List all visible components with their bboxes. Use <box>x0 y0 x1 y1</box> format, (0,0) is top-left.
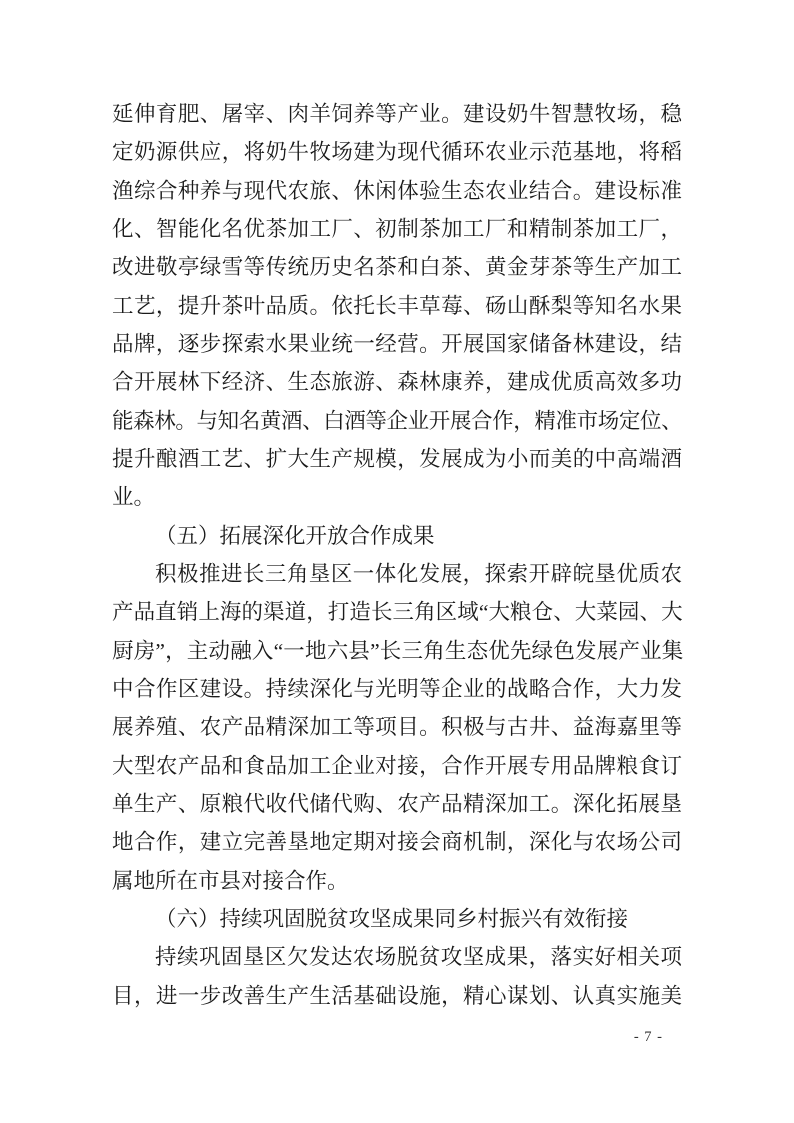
paragraph-start-line: 持续巩固垦区欠发达农场脱贫攻坚成果，落实好相关项 <box>155 945 682 970</box>
text-line: 目，进一步改善生产生活基础设施，精心谋划、认真实施美 <box>112 983 682 1008</box>
text-line: 化、智能化名优茶加工厂、初制茶加工厂和精制茶加工厂， <box>112 216 682 241</box>
paragraph-end-line: 业。 <box>112 485 156 510</box>
text-line: 工艺，提升茶叶品质。依托长丰草莓、砀山酥梨等知名水果 <box>112 293 682 318</box>
text-line: 延伸育肥、屠宰、肉羊饲养等产业。建设奶牛智慧牧场，稳 <box>112 102 682 126</box>
section-heading-6: （六）持续巩固脱贫攻坚成果同乡村振兴有效衔接 <box>155 906 629 931</box>
text-line: 提升酿酒工艺、扩大生产规模，发展成为小而美的中高端酒 <box>112 446 682 471</box>
text-line: 合开展林下经济、生态旅游、森林康养，建成优质高效多功 <box>112 370 682 395</box>
section-heading-5: （五）拓展深化开放合作成果 <box>155 523 435 548</box>
text-line: 能森林。与知名黄酒、白酒等企业开展合作，精准市场定位、 <box>112 408 682 433</box>
text-line: 品牌，逐步探索水果业统一经营。开展国家储备林建设，结 <box>112 331 682 356</box>
paragraph-start-line: 积极推进长三角垦区一体化发展，探索开辟皖垦优质农 <box>155 561 682 586</box>
text-line: 改进敬亭绿雪等传统历史名茶和白茶、黄金芽茶等生产加工 <box>112 255 682 280</box>
text-line: 大型农产品和食品加工企业对接，合作开展专用品牌粮食订 <box>112 753 682 778</box>
text-line: 渔综合种养与现代农旅、休闲体验生态农业结合。建设标准 <box>112 178 682 203</box>
text-line: 单生产、原粮代收代储代购、农产品精深加工。深化拓展垦 <box>112 791 682 816</box>
page-number: - 7 - <box>633 1029 663 1045</box>
text-line: 定奶源供应，将奶牛牧场建为现代循环农业示范基地，将稻 <box>112 140 682 165</box>
document-body <box>112 95 682 1015</box>
paragraph-end-line: 属地所在市县对接合作。 <box>112 868 349 893</box>
text-line: 展养殖、农产品精深加工等项目。积极与古井、益海嘉里等 <box>112 715 682 740</box>
text-line: 厨房”，主动融入“一地六县”长三角生态优先绿色发展产业集 <box>112 638 682 663</box>
text-line: 产品直销上海的渠道，打造长三角区域“大粮仓、大菜园、大 <box>112 600 682 625</box>
text-line: 中合作区建设。持续深化与光明等企业的战略合作，大力发 <box>112 676 682 701</box>
text-line: 地合作，建立完善垦地定期对接会商机制，深化与农场公司 <box>112 830 682 855</box>
